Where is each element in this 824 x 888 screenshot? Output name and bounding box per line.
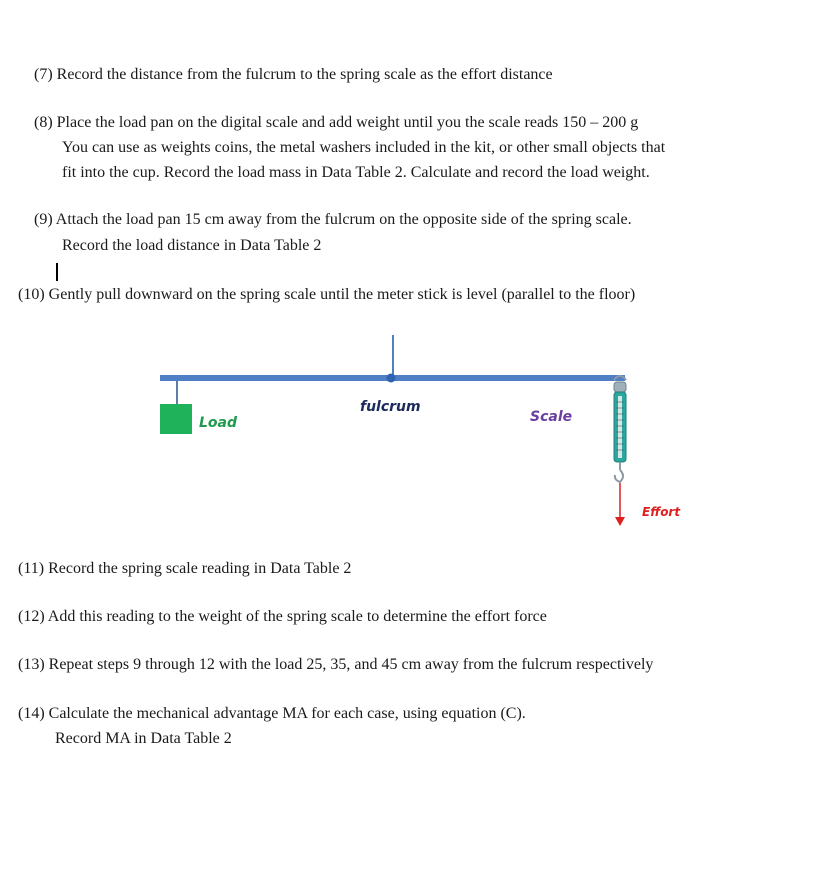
text-cursor [56, 263, 58, 281]
fulcrum-label: fulcrum [360, 399, 421, 415]
step-14-line-1: (14) Calculate the mechanical advantage MA for each case, using equation (C). [18, 705, 526, 722]
effort-arrow-head [615, 517, 625, 526]
step-11: (11) Record the spring scale reading in Data Table 2 [18, 560, 352, 577]
step-14-line-2: Record MA in Data Table 2 [55, 730, 232, 747]
step-9-line-1: (9) Attach the load pan 15 cm away from the fulcrum on the opposite side of the spring scale. [34, 211, 632, 228]
step-13: (13) Repeat steps 9 through 12 with the load 25, 35, and 45 cm away from the fulcrum respectively [18, 656, 654, 673]
step-8-line-1: (8) Place the load pan on the digital scale and add weight until you the scale reads 150 – 200 g [34, 114, 639, 131]
step-9-line-2: Record the load distance in Data Table 2 [62, 237, 322, 254]
spring-scale [614, 376, 626, 482]
step-10: (10) Gently pull downward on the spring scale until the meter stick is level (parallel to the floor) [18, 286, 636, 303]
load-block [160, 404, 192, 434]
scale-label: Scale [530, 409, 573, 425]
step-7: (7) Record the distance from the fulcrum to the spring scale as the effort distance [34, 66, 553, 83]
fulcrum-pivot [387, 374, 396, 383]
step-12: (12) Add this reading to the weight of the spring scale to determine the effort force [18, 608, 547, 625]
step-8-line-2: You can use as weights coins, the metal washers included in the kit, or other small objects that [62, 139, 666, 156]
load-label: Load [199, 415, 238, 431]
lever-diagram [0, 320, 824, 540]
step-8-line-3: fit into the cup. Record the load mass in Data Table 2. Calculate and record the load weight. [62, 164, 650, 181]
effort-label: Effort [642, 505, 681, 519]
